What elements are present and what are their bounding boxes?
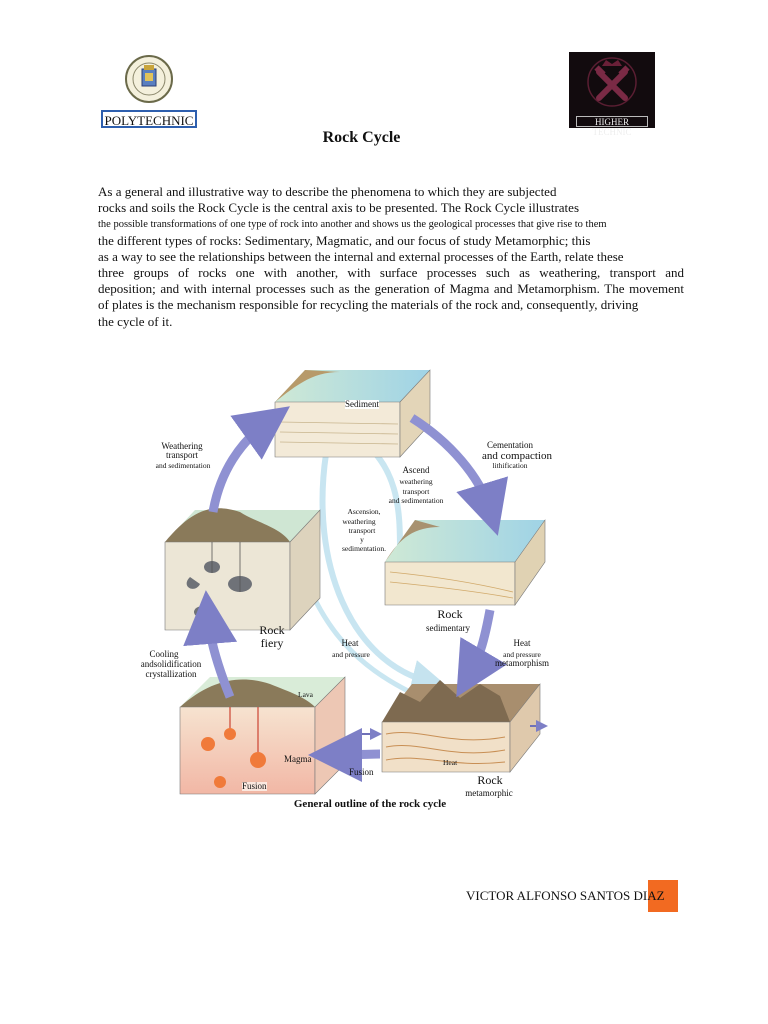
label-ascend-transport: transport bbox=[402, 487, 430, 496]
label-magma: Magma bbox=[284, 754, 312, 764]
igneous-block bbox=[165, 508, 320, 630]
label-heat-metamorphism-3: metamorphism bbox=[495, 658, 549, 668]
label-ascend: Ascend bbox=[402, 465, 430, 475]
label-weathering-sedimentation: and sedimentation bbox=[155, 461, 211, 470]
label-weathering-transport: transport bbox=[166, 450, 198, 460]
diagram-caption: General outline of the rock cycle bbox=[293, 798, 447, 810]
label-lithification: lithification bbox=[492, 461, 528, 470]
label-rock-fiery: Rock bbox=[259, 623, 285, 637]
label-heat-metamorphism-2: and pressure bbox=[503, 650, 541, 659]
paragraph-line: as a way to see the relationships between the internal and external processes of the Earth, relate these bbox=[98, 249, 624, 264]
label-heat-metamorphism: Heat bbox=[513, 638, 531, 648]
label-cooling-crystallization: crystallization bbox=[145, 669, 197, 679]
label-cooling-solidification: andsolidification bbox=[140, 659, 202, 669]
label-weathering: Weathering bbox=[161, 441, 203, 451]
sedimentary-block bbox=[385, 520, 545, 605]
rock-cycle-diagram bbox=[100, 362, 560, 802]
university-seal-logo bbox=[124, 54, 174, 104]
rock-cycle-illustration bbox=[100, 362, 560, 802]
label-ascend-weathering: weathering bbox=[399, 477, 433, 486]
label-ascension-transport: transport bbox=[348, 526, 376, 535]
label-lava: Lava bbox=[298, 690, 313, 699]
label-ascension-y: y bbox=[360, 535, 364, 544]
label-rock-sedimentary: Rock bbox=[437, 607, 463, 621]
sediment-block bbox=[275, 370, 430, 457]
paragraph-line: As a general and illustrative way to describe the phenomena to which they are subjected bbox=[98, 184, 557, 199]
label-compaction: and compaction bbox=[482, 450, 552, 462]
label-heat-pressure-2: and pressure bbox=[332, 650, 370, 659]
label-rock-metamorphic-2: metamorphic bbox=[465, 788, 513, 798]
label-heat-pressure: Heat bbox=[341, 638, 359, 648]
label-ascension: Ascension, bbox=[347, 507, 381, 516]
label-ascension-sedimentation: sedimentation. bbox=[342, 544, 386, 553]
label-cooling: Cooling bbox=[149, 649, 179, 659]
polytechnic-label: POLYTECHNIC bbox=[101, 110, 197, 128]
paragraph-line: the possible transformations of one type of rock into another and shows us the geological processes that give rise to them bbox=[98, 219, 607, 230]
higher-technic-label: HIGHER TECHNIC bbox=[576, 116, 648, 127]
label-ascend-sedimentation: and sedimentation bbox=[388, 496, 444, 505]
label-rock-fiery-2: fiery bbox=[260, 636, 284, 650]
paragraph-line: the different types of rocks: Sedimentary, Magmatic, and our focus of study Metamorphic; this bbox=[98, 233, 591, 248]
paragraph-line: deposition; and with internal processes such as the generation of Magma and Metamorphism. The movement bbox=[98, 281, 684, 296]
paragraph-line: three groups of rocks one with another, with surface processes such as weathering, transport and bbox=[98, 265, 684, 280]
paragraph-line: the cycle of it. bbox=[98, 314, 173, 329]
label-cementation: Cementation bbox=[487, 440, 533, 450]
label-rock-metamorphic: Rock bbox=[477, 773, 503, 787]
document-title: Rock Cycle bbox=[322, 129, 401, 146]
paragraph-line: rocks and soils the Rock Cycle is the central axis to be presented. The Rock Cycle illustrates bbox=[98, 200, 579, 215]
label-ascension-weathering: weathering bbox=[342, 517, 376, 526]
label-fusion-arrow: Fusion bbox=[349, 767, 374, 777]
label-fusion-block: Fusion bbox=[242, 781, 267, 791]
paragraph-line: of plates is the mechanism responsible for recycling the materials of the rock and, consequently, driving bbox=[98, 297, 639, 312]
label-rock-sedimentary-2: sedimentary bbox=[426, 623, 470, 633]
label-heat-small: Heat bbox=[443, 758, 458, 767]
magma-block bbox=[180, 677, 345, 794]
author-name: VICTOR ALFONSO SANTOS DIAZ bbox=[466, 888, 665, 903]
label-sediment: Sediment bbox=[345, 399, 379, 409]
